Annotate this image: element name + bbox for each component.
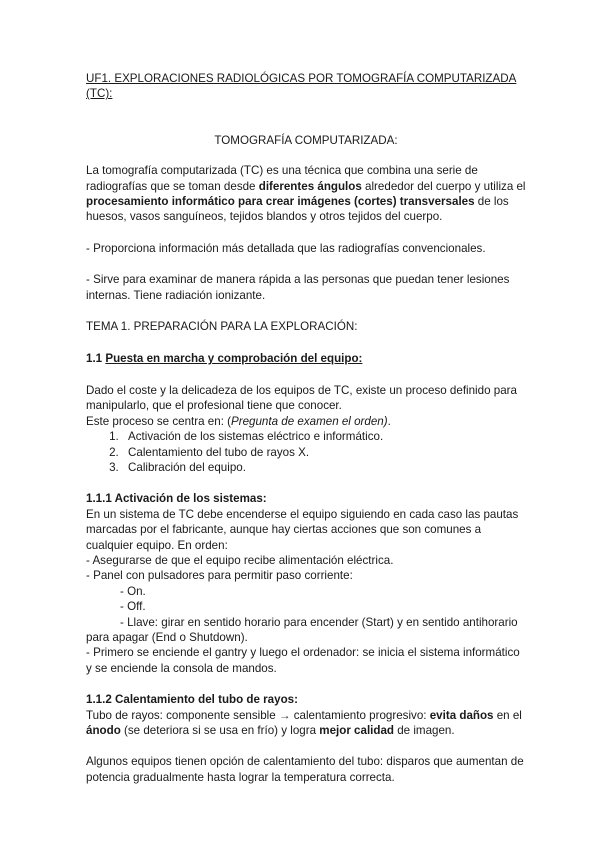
section-1-1-title: Puesta en marcha y comprobación del equipo:: [105, 352, 363, 366]
panel-key-item: [86, 615, 526, 646]
section-1-1-1-paragraph: En un sistema de TC debe encenderse el equipo siguiendo en cada caso las pautas marcadas por el fabricante, aunque hay ciertas acciones que son comunes a cualquier equipo. En orden:: [86, 507, 519, 552]
exam-note: Pregunta de examen el orden): [231, 414, 388, 428]
tube-text-a: Tubo de rayos: componente sensible → calentamiento progresivo:: [86, 708, 430, 722]
warmup-option-paragraph: Algunos equipos tienen opción de calentamiento del tubo: disparos que aumentan de potencia gradualmente hasta lograr la temperatura correcta.: [86, 755, 524, 784]
tube-bold-quality: mejor calidad: [319, 724, 395, 737]
intro-bold-processing: procesamiento informático para crear imágenes (cortes) transversales: [86, 195, 475, 209]
section-heading: TOMOGRAFÍA COMPUTARIZADA:: [214, 133, 398, 147]
tube-text-e: (se deteriora si se usa en frío) y logra: [120, 724, 320, 737]
focus-text-c: .: [387, 414, 391, 428]
intro-paragraph: [86, 163, 526, 225]
panel-off-item: - Off.: [120, 600, 146, 614]
document-title: UF1. EXPLORACIONES RADIOLÓGICAS POR TOMOGRAFÍA COMPUTARIZADA (TC):: [86, 72, 517, 101]
intro-bullet-detail: - Proporciona información más detallada que las radiografías convencionales.: [86, 241, 486, 255]
tube-bold-damage: evita daños: [429, 708, 494, 722]
document-page: [86, 71, 526, 785]
intro-text-c: alrededor del cuerpo y utiliza el: [361, 179, 526, 193]
section-1-1-paragraph: Dado el coste y la delicadeza de los equipos de TC, existe un proceso definido para manipularlo, que el profesional tiene que conocer.: [86, 383, 517, 413]
power-supply-item: - Asegurarse de que el equipo recibe alimentación eléctrica.: [86, 553, 394, 567]
section-1-1-2-heading: 1.1.2 Calentamiento del tubo de rayos:: [86, 693, 298, 707]
intro-bold-angles: diferentes ángulos: [258, 179, 362, 193]
tube-text-g: de imagen.: [394, 724, 455, 737]
gantry-item: - Primero se enciende el gantry y luego el ordenador: se inicia el sistema informático y se enciende la consola de mandos.: [86, 646, 520, 675]
section-1-1-2-paragraph: [86, 708, 526, 739]
tema1-heading: TEMA 1. PREPARACIÓN PARA LA EXPLORACIÓN:: [86, 320, 358, 334]
panel-on-item: - On.: [120, 584, 146, 598]
tube-bold-anode: ánodo: [86, 724, 121, 737]
steps-list: [86, 429, 526, 475]
tube-text-c: en el: [493, 708, 522, 722]
list-item: 3. Calibración del equipo.: [122, 460, 526, 475]
intro-bullet-examine: - Sirve para examinar de manera rápida a las personas que puedan tener lesiones internas. Tiene radiación ionizante.: [86, 273, 510, 302]
section-1-1-heading: [86, 351, 526, 366]
panel-item: - Panel con pulsadores para permitir paso corriente:: [86, 569, 353, 583]
intro-text-a: La tomografía computarizada (TC) es una técnica que combina una serie de radiografías que se toman desde: [86, 164, 478, 193]
list-item: 1. Activación de los sistemas eléctrico e informático.: [122, 429, 526, 444]
panel-key-text: - Llave: girar en sentido horario para encender (Start) y en sentido antihorario para apagar (End o Shutdown).: [86, 615, 518, 644]
section-1-1-1-heading: 1.1.1 Activación de los sistemas:: [86, 492, 267, 506]
intro-text-e: de los huesos, vasos sanguíneos, tejidos blandos y otros tejidos del cuerpo.: [86, 195, 509, 224]
section-1-1-focus: [86, 414, 526, 429]
list-item: 2. Calentamiento del tubo de rayos X.: [122, 445, 526, 460]
section-1-1-number: 1.1: [86, 352, 106, 366]
focus-text-a: Este proceso se centra en: (: [86, 414, 231, 428]
